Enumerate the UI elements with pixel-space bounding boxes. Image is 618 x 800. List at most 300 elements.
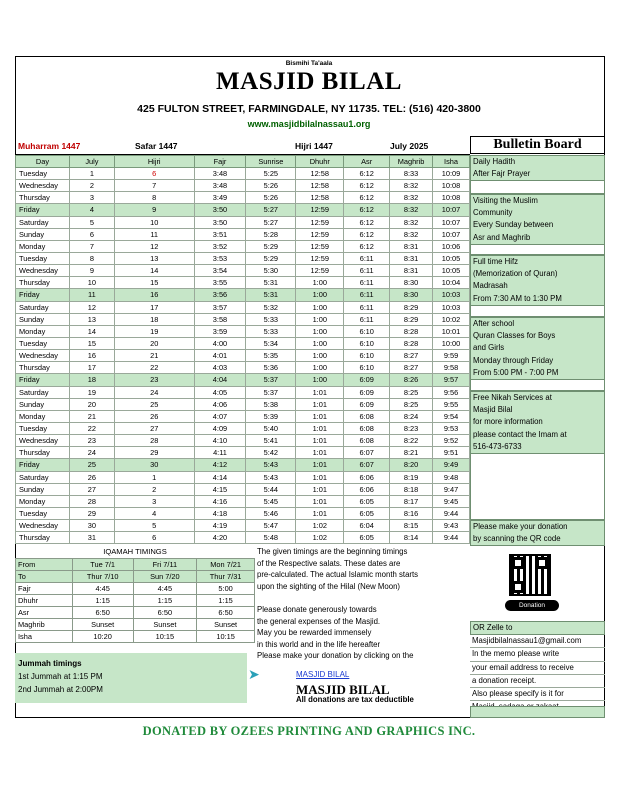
table-cell: 8:32 [390, 180, 433, 192]
zelle-line: Masjidbilalnassau1@gmail.com [470, 635, 605, 648]
table-cell: 8 [114, 192, 194, 204]
table-cell: 1:01 [296, 459, 344, 471]
table-cell: 5:27 [246, 216, 296, 228]
zelle-section [470, 621, 605, 714]
table-cell: Wednesday [16, 265, 70, 277]
table-cell: 5:39 [246, 410, 296, 422]
table-cell: 4 [114, 507, 194, 519]
table-row [16, 289, 470, 301]
table-cell: 3:58 [194, 313, 246, 325]
table-cell: 6:12 [344, 228, 390, 240]
table-cell: 4:00 [194, 337, 246, 349]
table-cell: 4:15 [194, 483, 246, 495]
table-cell: 6:11 [344, 289, 390, 301]
table-row [16, 313, 470, 325]
table-cell: 6 [114, 532, 194, 544]
table-cell: 5:32 [246, 301, 296, 313]
zelle-footer-bar [470, 706, 605, 718]
table-cell: 2 [69, 180, 114, 192]
bulletin-line: Masjid Bilal [473, 405, 513, 415]
table-cell: 5:41 [246, 435, 296, 447]
table-row [16, 362, 470, 374]
table-cell: 5:37 [246, 386, 296, 398]
table-cell: 8:27 [390, 362, 433, 374]
bulletin-line: (Memorization of Quran) [473, 269, 558, 279]
table-cell: 4:16 [194, 495, 246, 507]
table-body [16, 168, 470, 544]
table-cell: 20 [114, 337, 194, 349]
table-cell: 8:29 [390, 301, 433, 313]
table-cell: Friday [16, 289, 70, 301]
notes-line: May you be rewarded immensely [257, 628, 372, 638]
table-row [16, 532, 470, 544]
table-cell: 25 [114, 398, 194, 410]
table-cell: 9:44 [433, 507, 470, 519]
table-cell: 18 [114, 313, 194, 325]
bulletin-line: Visiting the Muslim [473, 196, 538, 205]
iqamah-row [16, 583, 255, 595]
table-cell: 1:00 [296, 277, 344, 289]
table-cell: 29 [69, 507, 114, 519]
iqamah-cell: Sunset [197, 619, 255, 631]
table-cell: 8:30 [390, 277, 433, 289]
table-cell: 9:43 [433, 520, 470, 532]
column-header-asr: Asr [344, 156, 390, 168]
column-header-day: Day [16, 156, 70, 168]
table-cell: 10:08 [433, 180, 470, 192]
table-cell: 9:52 [433, 435, 470, 447]
table-cell: 9:57 [433, 374, 470, 386]
table-cell: 22 [69, 422, 114, 434]
table-cell: 5:31 [246, 289, 296, 301]
iqamah-cell: Thur 7/31 [197, 571, 255, 583]
iqamah-cell: 4:45 [72, 583, 133, 595]
bulletin-block [470, 255, 605, 306]
table-cell: 1:01 [296, 398, 344, 410]
table-cell: 12:59 [296, 204, 344, 216]
table-cell: 10 [114, 216, 194, 228]
table-cell: 10:02 [433, 313, 470, 325]
table-cell: 6:10 [344, 325, 390, 337]
table-row [16, 483, 470, 495]
table-cell: 3:49 [194, 192, 246, 204]
table-cell: 3:56 [194, 289, 246, 301]
table-cell: 2 [114, 483, 194, 495]
table-row [16, 398, 470, 410]
table-cell: 10:06 [433, 240, 470, 252]
iqamah-cell: 6:50 [72, 607, 133, 619]
table-cell: 8:20 [390, 459, 433, 471]
donation-link[interactable]: MASJID BILAL [296, 670, 350, 679]
bulletin-line: Monday through Friday [473, 355, 554, 365]
table-cell: 5:42 [246, 447, 296, 459]
table-cell: 12 [114, 240, 194, 252]
table-cell: 21 [114, 350, 194, 362]
table-row [16, 240, 470, 252]
iqamah-table [15, 558, 255, 643]
table-cell: 1:00 [296, 325, 344, 337]
table-cell: 5:48 [246, 532, 296, 544]
bulletin-line: by scanning the QR code [473, 534, 561, 544]
table-cell: 6:12 [344, 204, 390, 216]
table-cell: 9 [69, 265, 114, 277]
table-cell: 9:56 [433, 386, 470, 398]
bulletin-line: Community [473, 208, 513, 218]
table-cell: Thursday [16, 532, 70, 544]
zelle-line: Also please specify is it for [470, 688, 605, 701]
table-cell: 8 [69, 252, 114, 264]
bulletin-line: Quran Classes for Boys [473, 331, 556, 341]
table-cell: 24 [69, 447, 114, 459]
bulletin-block [470, 317, 605, 380]
table-row [16, 192, 470, 204]
notes-line [257, 592, 469, 604]
table-cell: 5 [69, 216, 114, 228]
table-cell: 4:01 [194, 350, 246, 362]
table-cell: 17 [114, 301, 194, 313]
table-cell: 3 [114, 495, 194, 507]
table-cell: 13 [114, 252, 194, 264]
table-cell: 8:17 [390, 495, 433, 507]
column-header-hijri: Hijri [114, 156, 194, 168]
table-cell: 4:07 [194, 410, 246, 422]
iqamah-row [16, 595, 255, 607]
table-cell: 9:44 [433, 532, 470, 544]
page-title: MASJID BILAL [216, 68, 402, 95]
table-cell: 8:29 [390, 313, 433, 325]
table-cell: 6:06 [344, 483, 390, 495]
table-cell: 8:21 [390, 447, 433, 459]
table-cell: 3:48 [194, 168, 246, 180]
jummah-second: 2nd Jummah at 2:00PM [18, 685, 103, 694]
bulletin-board-title: Bulletin Board [470, 136, 605, 154]
zelle-line: a donation receipt. [470, 675, 605, 688]
table-row [16, 386, 470, 398]
table-cell: Thursday [16, 447, 70, 459]
table-cell: 5:29 [246, 240, 296, 252]
table-cell: 9:54 [433, 410, 470, 422]
iqamah-row [16, 631, 255, 643]
iqamah-from-row [16, 559, 255, 571]
table-cell: 6:05 [344, 532, 390, 544]
table-cell: 3:55 [194, 277, 246, 289]
iqamah-cell: 1:15 [133, 595, 197, 607]
notes-line: Please donate generously towards [257, 604, 377, 614]
table-row [16, 520, 470, 532]
table-cell: 6:08 [344, 435, 390, 447]
table-cell: 8:23 [390, 422, 433, 434]
table-row [16, 325, 470, 337]
table-cell: 6:10 [344, 337, 390, 349]
table-cell: Wednesday [16, 520, 70, 532]
iqamah-cell: Tue 7/1 [72, 559, 133, 571]
table-cell: 18 [69, 374, 114, 386]
table-row [16, 252, 470, 264]
table-cell: 10:07 [433, 216, 470, 228]
table-cell: 21 [69, 410, 114, 422]
table-cell: 13 [69, 313, 114, 325]
table-cell: 6 [69, 228, 114, 240]
table-cell: 8:14 [390, 532, 433, 544]
table-cell: 8:32 [390, 216, 433, 228]
table-cell: 5:35 [246, 350, 296, 362]
table-cell: 9:47 [433, 483, 470, 495]
iqamah-cell: 4:45 [133, 583, 197, 595]
table-cell: 5:29 [246, 252, 296, 264]
notes-text [257, 546, 469, 662]
table-cell: 9:58 [433, 362, 470, 374]
notes-line: in this world and in the life hereafter [257, 639, 381, 649]
table-cell: 12:58 [296, 180, 344, 192]
column-header-dhuhr: Dhuhr [296, 156, 344, 168]
table-cell: 4:18 [194, 507, 246, 519]
iqamah-cell: 1:15 [197, 595, 255, 607]
table-cell: 1:01 [296, 483, 344, 495]
zelle-line: In the memo please write [470, 648, 605, 661]
arrow-icon: ➤ [248, 666, 260, 682]
table-row [16, 265, 470, 277]
table-cell: Sunday [16, 313, 70, 325]
table-cell: Saturday [16, 301, 70, 313]
table-cell: 6:11 [344, 301, 390, 313]
table-cell: 8:15 [390, 520, 433, 532]
table-cell: Sunday [16, 398, 70, 410]
table-cell: 31 [69, 532, 114, 544]
notes-line: upon the sighting of the Hilal (New Moon) [257, 581, 401, 591]
signature-title: MASJID BILAL [296, 682, 390, 697]
bulletin-line: Daily Hadith [473, 157, 516, 166]
column-header-isha: Isha [433, 156, 470, 168]
table-cell: 3:48 [194, 180, 246, 192]
table-cell: 8:31 [390, 265, 433, 277]
table-cell: 12:59 [296, 252, 344, 264]
iqamah-row [16, 619, 255, 631]
table-cell: 10:01 [433, 325, 470, 337]
table-cell: 14 [69, 325, 114, 337]
table-cell: 5:26 [246, 180, 296, 192]
table-cell: 5:43 [246, 471, 296, 483]
table-cell: 10:05 [433, 265, 470, 277]
iqamah-cell: Fri 7/11 [133, 559, 197, 571]
table-cell: 3:57 [194, 301, 246, 313]
table-cell: 6:05 [344, 507, 390, 519]
website-link[interactable]: www.masjidbilalnassau1.org [247, 119, 371, 129]
table-row [16, 350, 470, 362]
table-cell: 30 [69, 520, 114, 532]
table-cell: 8:18 [390, 483, 433, 495]
table-cell: 3 [69, 192, 114, 204]
table-cell: 1:00 [296, 374, 344, 386]
table-cell: 10:07 [433, 228, 470, 240]
table-row [16, 495, 470, 507]
table-cell: 1:00 [296, 301, 344, 313]
table-cell: 24 [114, 386, 194, 398]
table-cell: 8:32 [390, 228, 433, 240]
table-cell: 11 [114, 228, 194, 240]
bulletin-spacer [470, 450, 605, 520]
iqamah-cell: 10:20 [72, 631, 133, 643]
table-cell: 15 [114, 277, 194, 289]
table-row [16, 277, 470, 289]
table-cell: Tuesday [16, 507, 70, 519]
table-cell: 15 [69, 337, 114, 349]
table-cell: 29 [114, 447, 194, 459]
iqamah-cell: 5:00 [197, 583, 255, 595]
table-cell: 19 [69, 386, 114, 398]
table-cell: 8:33 [390, 168, 433, 180]
table-cell: 6:07 [344, 447, 390, 459]
notes-line: the general expenses of the Masjid. [257, 616, 381, 626]
table-cell: 27 [69, 483, 114, 495]
prayer-calendar-table [15, 155, 470, 544]
bulletin-line: Every Sunday between [473, 220, 554, 230]
table-cell: 3:50 [194, 204, 246, 216]
table-cell: 28 [69, 495, 114, 507]
table-cell: 8:28 [390, 337, 433, 349]
table-cell: 6:08 [344, 422, 390, 434]
notes-line: of the Respective salats. These dates are [257, 558, 401, 568]
table-cell: 6:11 [344, 265, 390, 277]
table-cell: 8:27 [390, 350, 433, 362]
month-safar: Safar 1447 [135, 140, 178, 151]
table-cell: 3:51 [194, 228, 246, 240]
bulletin-spacer [470, 305, 605, 317]
table-cell: 1:02 [296, 532, 344, 544]
table-cell: 8:31 [390, 240, 433, 252]
bismi-heading: Bismihi Ta'aala [285, 60, 333, 67]
qr-code-icon[interactable] [509, 554, 551, 596]
table-row [16, 301, 470, 313]
bulletin-block [470, 155, 605, 181]
table-cell: 6:12 [344, 168, 390, 180]
table-cell: 1:01 [296, 422, 344, 434]
iqamah-cell: Isha [16, 631, 73, 643]
table-cell: 6:10 [344, 350, 390, 362]
table-cell: 20 [69, 398, 114, 410]
table-cell: 3:50 [194, 216, 246, 228]
bulletin-spacer [470, 180, 605, 194]
table-row [16, 204, 470, 216]
table-cell: 10 [69, 277, 114, 289]
table-cell: 6 [114, 168, 194, 180]
table-cell: 1:01 [296, 507, 344, 519]
table-cell: 10:05 [433, 252, 470, 264]
bulletin-line: and Girls [473, 343, 505, 353]
table-row [16, 228, 470, 240]
iqamah-cell: Sunset [72, 619, 133, 631]
table-cell: 23 [69, 435, 114, 447]
column-header-sunrise: Sunrise [246, 156, 296, 168]
iqamah-cell: 10:15 [197, 631, 255, 643]
table-cell: Friday [16, 459, 70, 471]
table-cell: 1 [69, 168, 114, 180]
month-muharram: Muharram 1447 [18, 140, 81, 151]
table-cell: 6:12 [344, 180, 390, 192]
bulletin-line: Full time Hifz [473, 257, 519, 266]
table-cell: 12:59 [296, 216, 344, 228]
table-cell: 6:07 [344, 459, 390, 471]
jummah-box [15, 653, 247, 703]
iqamah-label: To [16, 571, 73, 583]
table-cell: 6:09 [344, 374, 390, 386]
table-cell: 5:26 [246, 192, 296, 204]
table-cell: Tuesday [16, 168, 70, 180]
address: 425 FULTON STREET, FARMINGDALE, NY 11735. TEL: (516) 420-3800 [137, 103, 481, 115]
jummah-title: Jummah timings [18, 659, 82, 668]
table-cell: 22 [114, 362, 194, 374]
iqamah-cell: 6:50 [197, 607, 255, 619]
table-cell: 6:05 [344, 495, 390, 507]
notes-line: pre-calculated. The actual Islamic month starts [257, 570, 419, 580]
donation-button[interactable]: Donation [505, 600, 559, 611]
table-cell: 10:00 [433, 337, 470, 349]
bulletin-line: From 5:00 PM - 7:00 PM [473, 367, 559, 377]
table-cell: 8:26 [390, 374, 433, 386]
bulletin-line: please contact the Imam at [473, 429, 567, 439]
table-cell: Tuesday [16, 337, 70, 349]
table-cell: 6:11 [344, 277, 390, 289]
table-cell: 5:31 [246, 277, 296, 289]
bulletin-line: 516-473-6733 [473, 441, 522, 451]
iqamah-cell: 1:15 [72, 595, 133, 607]
table-cell: 9:45 [433, 495, 470, 507]
table-cell: Monday [16, 495, 70, 507]
table-cell: Wednesday [16, 350, 70, 362]
column-header-fajr: Fajr [194, 156, 246, 168]
table-row [16, 422, 470, 434]
table-cell: 4:11 [194, 447, 246, 459]
table-cell: 1:00 [296, 350, 344, 362]
iqamah-cell: Fajr [16, 583, 73, 595]
table-cell: 5:43 [246, 459, 296, 471]
table-cell: 5:33 [246, 325, 296, 337]
table-cell: 4:06 [194, 398, 246, 410]
table-cell: 28 [114, 435, 194, 447]
table-cell: 30 [114, 459, 194, 471]
table-cell: 9:53 [433, 422, 470, 434]
table-cell: 5:33 [246, 313, 296, 325]
table-cell: 8:19 [390, 471, 433, 483]
iqamah-label: From [16, 559, 73, 571]
bulletin-block [470, 194, 605, 245]
table-cell: Monday [16, 240, 70, 252]
table-cell: Sunday [16, 228, 70, 240]
table-cell: 4:14 [194, 471, 246, 483]
bulletin-line: Madrasah [473, 281, 508, 291]
notes-line: Please make your donation by clicking on the [257, 651, 414, 661]
table-cell: 1:00 [296, 289, 344, 301]
table-cell: 5:36 [246, 362, 296, 374]
table-cell: Tuesday [16, 252, 70, 264]
table-cell: 3:59 [194, 325, 246, 337]
bulletin-block [470, 520, 605, 546]
table-cell: 9:55 [433, 398, 470, 410]
table-row [16, 471, 470, 483]
iqamah-cell: Sunset [133, 619, 197, 631]
table-cell: 1:01 [296, 495, 344, 507]
table-cell: 8:32 [390, 204, 433, 216]
table-cell: 8:28 [390, 325, 433, 337]
table-cell: Monday [16, 325, 70, 337]
table-cell: 5:27 [246, 204, 296, 216]
table-cell: 10:07 [433, 204, 470, 216]
table-cell: 6:10 [344, 362, 390, 374]
table-cell: 8:24 [390, 410, 433, 422]
iqamah-cell: Mon 7/21 [197, 559, 255, 571]
table-cell: 4:12 [194, 459, 246, 471]
table-cell: 8:22 [390, 435, 433, 447]
table-cell: 3:54 [194, 265, 246, 277]
